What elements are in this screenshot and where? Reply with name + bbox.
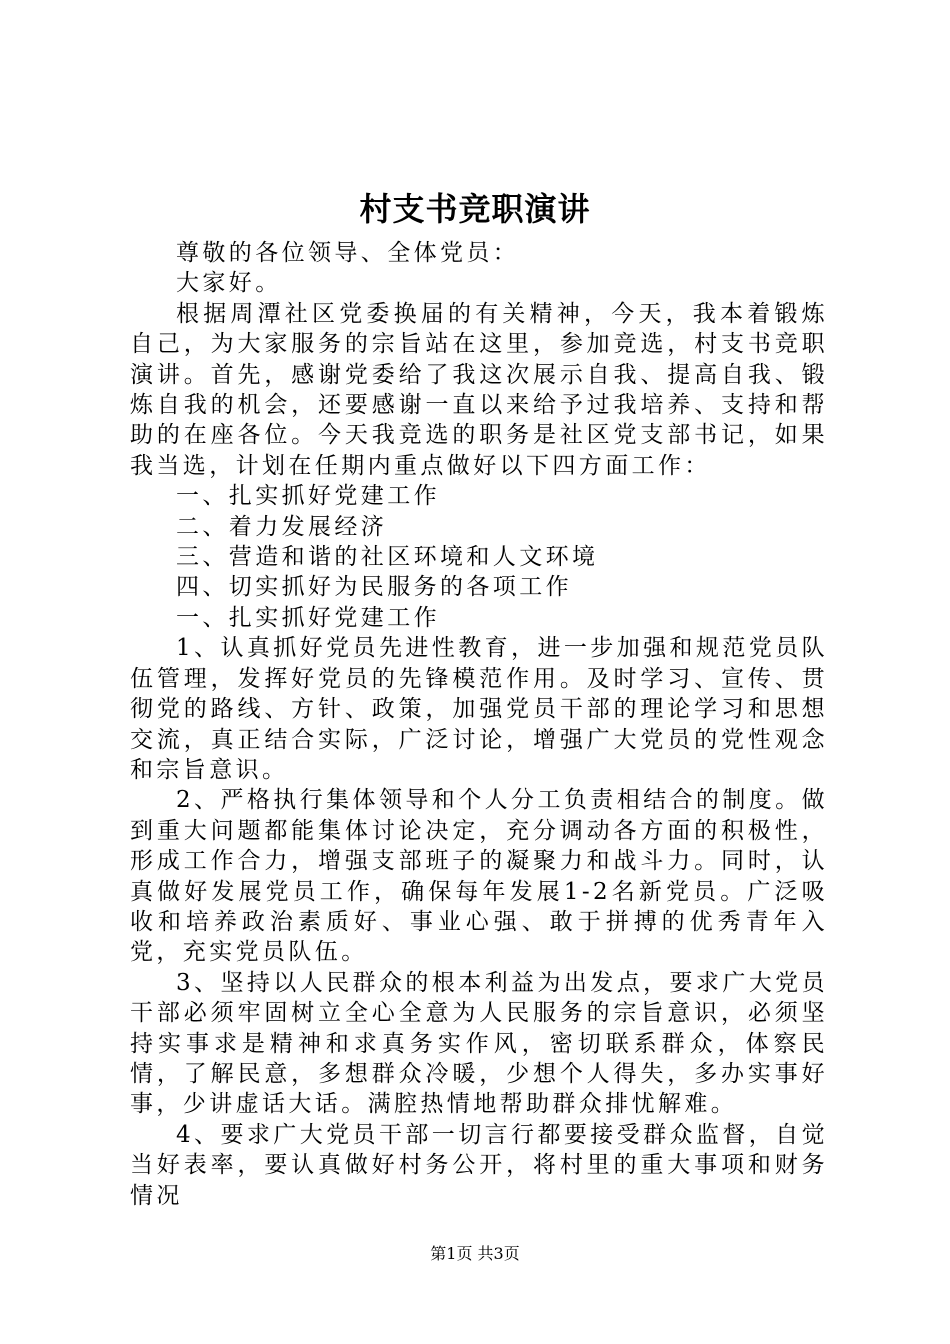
paragraph-outline-item-2: 二、着力发展经济 — [176, 513, 388, 540]
paragraph-point-2: 2、严格执行集体领导和个人分工负责相结合的制度。做到重大问题都能集体讨论决定，充分调动各方面的积极性，形成工作合力，增强支部班子的凝聚力和战斗力。同时，认真做好发展党员工作，确保每年发展1-2名新党员。广泛吸收和培养政治素质好、事业心强、敢于拼搏的优秀青年入党，充实党员队伍。 — [130, 787, 828, 966]
paragraph-outline-item-4: 四、切实抓好为民服务的各项工作 — [176, 574, 572, 601]
document-title: 村支书竞职演讲 — [359, 190, 591, 228]
document-body — [130, 238, 828, 1211]
paragraph-outline-item-3: 三、营造和谐的社区环境和人文环境 — [176, 544, 599, 571]
paragraph-outline-item-1: 一、扎实抓好党建工作 — [176, 483, 440, 510]
paragraph-intro: 根据周潭社区党委换届的有关精神，今天，我本着锻炼自己，为大家服务的宗旨站在这里，参加竞选，村支书竞职演讲。首先，感谢党委给了我这次展示自我、提高自我、锻炼自我的机会，还要感谢一直以来给予过我培养、支持和帮助的在座各位。今天我竞选的职务是社区党支部书记，如果我当选，计划在任期内重点做好以下四方面工作： — [130, 300, 828, 479]
paragraph-greeting: 大家好。 — [176, 270, 282, 297]
paragraph-salutation: 尊敬的各位领导、全体党员： — [176, 240, 520, 266]
paragraph-point-1: 1、认真抓好党员先进性教育，进一步加强和规范党员队伍管理，发挥好党员的先锋模范作用。及时学习、宣传、贯彻党的路线、方针、政策，加强党员干部的理论学习和思想交流，真正结合实际，广泛讨论，增强广大党员的党性观念和宗旨意识。 — [130, 635, 828, 783]
paragraph-point-4: 4、要求广大党员干部一切言行都要接受群众监督，自觉当好表率，要认真做好村务公开，将村里的重大事项和财务情况 — [130, 1121, 828, 1209]
paragraph-point-3: 3、坚持以人民群众的根本利益为出发点，要求广大党员干部必须牢固树立全心全意为人民服务的宗旨意识，必须坚持实事求是精神和求真务实作风，密切联系群众，体察民情，了解民意，多想群众冷暖，少想个人得失，多办实事好事，少讲虚话大话。满腔热情地帮助群众排忧解难。 — [130, 969, 828, 1118]
section-heading-1: 一、扎实抓好党建工作 — [176, 604, 440, 631]
page-footer: 第1页 共3页 — [430, 1244, 520, 1263]
